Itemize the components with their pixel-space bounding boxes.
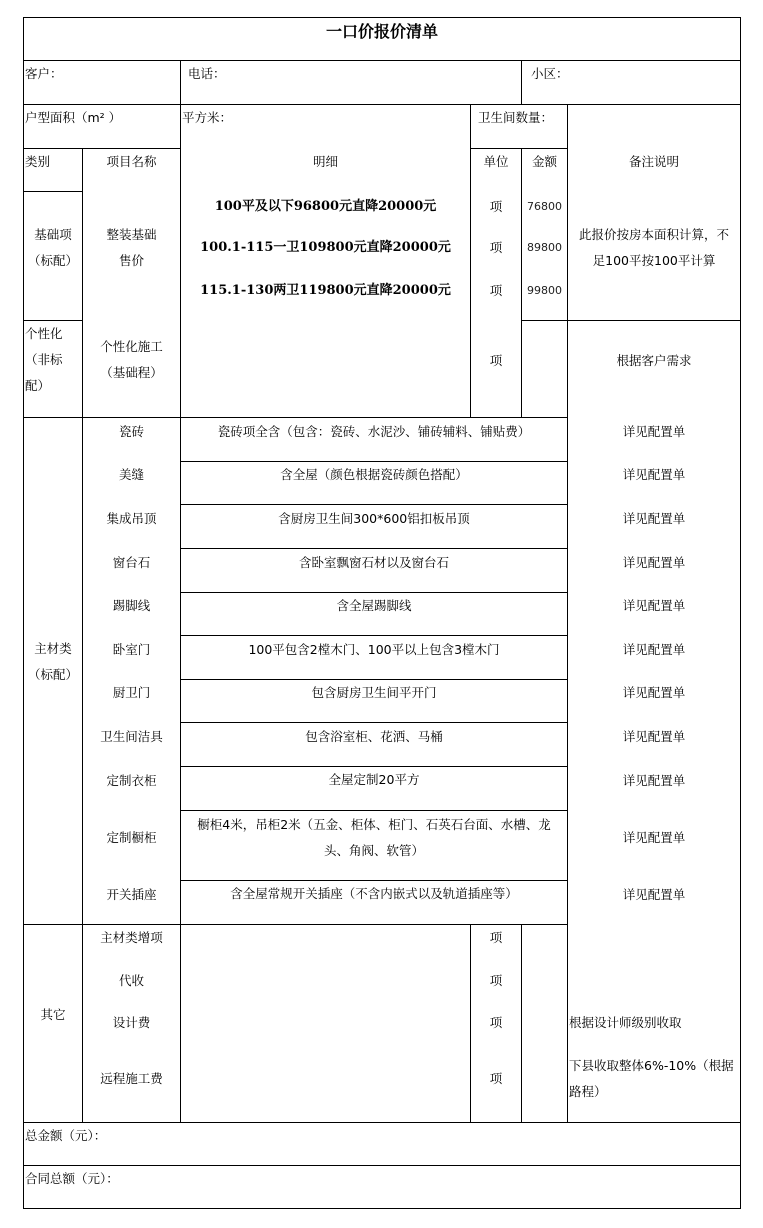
tier-unit: 项 <box>489 199 503 214</box>
others-unit: 项 <box>489 930 503 945</box>
material-detail: 含卧室飘窗石材以及窗台石 <box>298 555 449 570</box>
material-detail: 全屋定制20平方 <box>328 772 420 787</box>
material-remark: 详见配置单 <box>622 555 686 570</box>
divider <box>180 810 568 811</box>
col-unit: 单位 <box>483 154 509 169</box>
divider <box>521 924 522 1123</box>
community-label: 小区： <box>531 66 569 81</box>
tier-amount: 99800 <box>527 284 562 297</box>
material-item: 窗台石 <box>112 555 151 570</box>
basic-item: 售价 <box>118 253 144 268</box>
material-item: 卫生间洁具 <box>100 729 163 744</box>
divider <box>180 924 181 1123</box>
divider <box>180 880 568 881</box>
others-remark: 下县收取整体6%-10%（根据 <box>569 1058 734 1073</box>
personal-category: （非标 <box>25 352 63 367</box>
personal-item: 个性化施工 <box>100 339 163 354</box>
border-left <box>23 17 24 1209</box>
area-label: 户型面积（m² ） <box>25 110 122 125</box>
divider <box>180 679 568 680</box>
material-item: 踢脚线 <box>112 598 151 613</box>
material-item: 定制衣柜 <box>106 773 157 788</box>
divider <box>521 60 522 104</box>
material-remark: 详见配置单 <box>622 642 686 657</box>
personal-category: 配） <box>25 378 51 393</box>
material-detail: 瓷砖项全含（包含：瓷砖、水泥沙、铺砖辅料、铺贴费） <box>217 424 531 439</box>
material-detail: 含厨房卫生间300*600铝扣板吊顶 <box>278 511 470 526</box>
personal-unit: 项 <box>489 353 503 368</box>
others-item: 主材类增项 <box>100 930 163 945</box>
divider <box>470 148 568 149</box>
material-detail: 含全屋（颜色根据瓷砖颜色搭配） <box>280 467 468 482</box>
material-remark: 详见配置单 <box>622 887 686 902</box>
material-remark: 详见配置单 <box>622 685 686 700</box>
basic-category: （标配） <box>27 253 78 268</box>
divider <box>23 191 82 192</box>
basic-item: 整装基础 <box>106 227 157 242</box>
others-item: 代收 <box>118 973 144 988</box>
divider <box>180 592 568 593</box>
material-detail: 头、角阀、软管） <box>323 843 424 858</box>
material-item: 卧室门 <box>112 642 151 657</box>
phone-label: 电话： <box>188 66 226 81</box>
divider <box>23 417 568 418</box>
col-amount: 金额 <box>531 154 557 169</box>
others-remark: 路程） <box>569 1084 607 1099</box>
materials-category: （标配） <box>27 667 78 682</box>
others-unit: 项 <box>489 1015 503 1030</box>
material-item: 定制橱柜 <box>106 830 157 845</box>
contract-total-label: 合同总额（元）： <box>25 1171 119 1186</box>
personal-category: 个性化 <box>25 326 63 341</box>
material-remark: 详见配置单 <box>622 598 686 613</box>
material-remark: 详见配置单 <box>622 729 686 744</box>
col-category: 类别 <box>25 154 51 169</box>
border-right <box>740 17 741 1209</box>
col-detail: 明细 <box>312 154 338 169</box>
materials-category: 主材类 <box>34 641 72 656</box>
divider <box>180 635 568 636</box>
others-category: 其它 <box>40 1007 66 1022</box>
divider <box>180 766 568 767</box>
divider <box>180 548 568 549</box>
material-remark: 详见配置单 <box>622 467 686 482</box>
divider <box>180 461 568 462</box>
material-remark: 详见配置单 <box>622 511 686 526</box>
divider <box>180 722 568 723</box>
sqm-label: 平方米： <box>182 110 233 125</box>
material-detail: 100平包含2樘木门、100平以上包含3樘木门 <box>248 642 500 657</box>
tier-detail: 100平及以下96800元直降20000元 <box>214 199 437 214</box>
material-detail: 含全屋常规开关插座（不含内嵌式以及轨道插座等） <box>230 886 518 901</box>
material-item: 美缝 <box>118 467 144 482</box>
tier-unit: 项 <box>489 283 503 298</box>
tier-amount: 89800 <box>527 241 562 254</box>
border-top <box>23 17 741 18</box>
col-item: 项目名称 <box>106 154 157 169</box>
tier-detail: 100.1-115一卫109800元直降20000元 <box>200 240 451 255</box>
divider <box>23 1165 741 1166</box>
material-detail: 包含厨房卫生间平开门 <box>311 685 437 700</box>
others-unit: 项 <box>489 973 503 988</box>
page-title: 一口价报价清单 <box>325 22 438 41</box>
material-item: 瓷砖 <box>118 424 144 439</box>
divider <box>23 320 82 321</box>
material-item: 厨卫门 <box>112 685 151 700</box>
tier-amount: 76800 <box>527 200 562 213</box>
divider <box>23 924 568 925</box>
divider <box>470 104 471 417</box>
material-remark: 详见配置单 <box>622 830 686 845</box>
others-item: 远程施工费 <box>100 1071 163 1086</box>
basic-category: 基础项 <box>34 227 72 242</box>
total-amount-label: 总金额（元）： <box>25 1128 107 1143</box>
personal-item: （基础程） <box>100 365 163 380</box>
tier-unit: 项 <box>489 240 503 255</box>
divider <box>180 504 568 505</box>
others-item: 设计费 <box>112 1015 151 1030</box>
material-detail: 橱柜4米，吊柜2米（五金、柜体、柜门、石英石台面、水槽、龙 <box>197 817 551 832</box>
material-detail: 包含浴室柜、花洒、马桶 <box>305 729 443 744</box>
bathroom-count-label: 卫生间数量： <box>478 110 554 125</box>
material-item: 开关插座 <box>106 887 157 902</box>
material-item: 集成吊顶 <box>106 511 157 526</box>
material-detail: 含全屋踢脚线 <box>336 598 412 613</box>
border-bottom <box>23 1208 741 1209</box>
col-remarks: 备注说明 <box>628 154 679 169</box>
divider <box>23 1122 741 1123</box>
others-unit: 项 <box>489 1071 503 1086</box>
customer-label: 客户： <box>25 66 63 81</box>
divider <box>180 60 181 104</box>
divider <box>23 60 741 61</box>
divider <box>23 104 741 105</box>
basic-remark: 此报价按房本面积计算，不 <box>578 227 729 242</box>
personal-remark: 根据客户需求 <box>616 353 692 368</box>
material-remark: 详见配置单 <box>622 773 686 788</box>
divider <box>521 320 741 321</box>
basic-remark: 足100平按100平计算 <box>592 253 716 268</box>
material-remark: 详见配置单 <box>622 424 686 439</box>
divider <box>23 148 181 149</box>
others-remark: 根据设计师级别收取 <box>569 1015 682 1030</box>
tier-detail: 115.1-130两卫119800元直降20000元 <box>200 283 451 298</box>
